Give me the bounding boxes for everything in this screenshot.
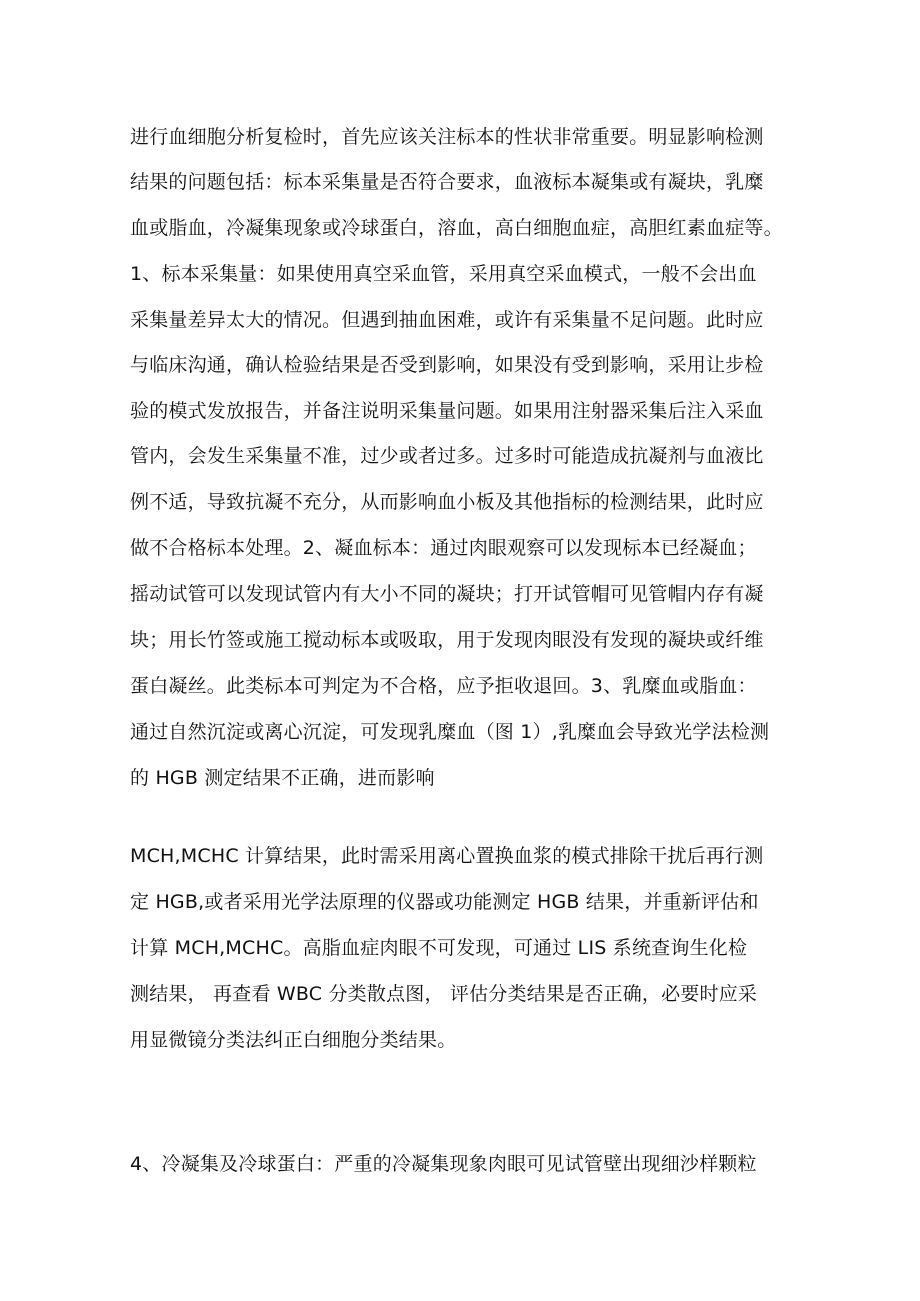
text-line: 结果的问题包括：标本采集量是否符合要求，血液标本凝集或有凝块，乳糜 (130, 171, 764, 193)
text-line: 定 HGB,或者采用光学法原理的仪器或功能测定 HGB 结果，并重新评估和 (130, 891, 759, 913)
text-line: 块；用长竹签或施工搅动标本或吸取，用于发现肉眼没有发现的凝块或纤维 (130, 629, 764, 651)
text-line: 血或脂血，冷凝集现象或冷球蛋白，溶血，高白细胞血症，高胆红素血症等。 (130, 217, 783, 239)
text-line: 进行血细胞分析复检时，首先应该关注标本的性状非常重要。明显影响检测 (130, 126, 764, 148)
text-line: 用显微镜分类法纠正白细胞分类结果。 (130, 1029, 457, 1051)
text-line: 管内，会发生采集量不准，过少或者过多。过多时可能造成抗凝剂与血液比 (130, 445, 764, 467)
text-line: 采集量差异太大的情况。但遇到抽血困难，或许有采集量不足问题。此时应 (130, 309, 764, 331)
text-line: 做不合格标本处理。2、凝血标本：通过肉眼观察可以发现标本已经凝血； (130, 537, 757, 559)
text-line: 例不适，导致抗凝不充分，从而影响血小板及其他指标的检测结果，此时应 (130, 491, 764, 513)
text-line: 验的模式发放报告，并备注说明采集量问题。如果用注射器采集后注入采血 (130, 400, 764, 422)
text-line: 测结果， 再查看 WBC 分类散点图， 评估分类结果是否正确，必要时应采 (130, 983, 758, 1005)
text-line: 1、标本采集量：如果使用真空采血管，采用真空采血模式，一般不会出血 (130, 263, 757, 285)
text-line: MCH,MCHC 计算结果，此时需采用离心置换血浆的模式排除干扰后再行测 (130, 845, 764, 867)
text-line: 计算 MCH,MCHC。高脂血症肉眼不可发现，可通过 LIS 系统查询生化检 (130, 937, 748, 959)
text-line: 的 HGB 测定结果不正确，进而影响 (130, 767, 435, 789)
text-line: 通过自然沉淀或离心沉淀，可发现乳糜血（图 1）,乳糜血会导致光学法检测 (130, 721, 770, 743)
text-line: 4、冷凝集及冷球蛋白：严重的冷凝集现象肉眼可见试管壁出现细沙样颗粒 (130, 1153, 757, 1175)
text-line: 蛋白凝丝。此类标本可判定为不合格，应予拒收退回。3、乳糜血或脂血： (130, 675, 757, 697)
text-line: 摇动试管可以发现试管内有大小不同的凝块；打开试管帽可见管帽内存有凝 (130, 583, 764, 605)
text-line: 与临床沟通，确认检验结果是否受到影响，如果没有受到影响，采用让步检 (130, 354, 764, 376)
